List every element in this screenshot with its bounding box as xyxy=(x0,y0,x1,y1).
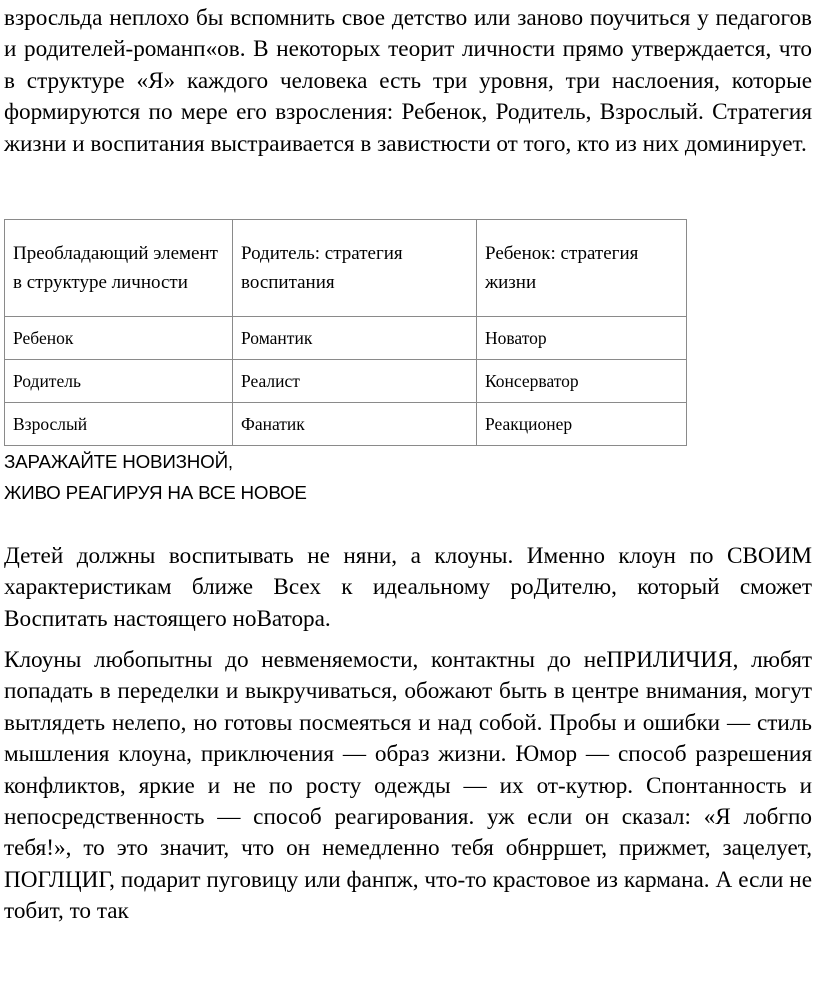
table-cell: Консерватор xyxy=(477,360,687,403)
table-row xyxy=(5,360,687,403)
table-header-cell: Родитель: стратегия воспитания xyxy=(233,220,477,317)
table-header-row xyxy=(5,220,687,317)
caption-line-2: ЖИВО РЕАГИРУЯ НА ВСЕ НОВОЕ xyxy=(4,482,307,503)
caption-line-1: ЗАРАЖАЙТЕ НОВИЗНОЙ, xyxy=(4,451,233,472)
table-cell: Родитель xyxy=(5,360,233,403)
table-cell: Ребенок xyxy=(5,317,233,360)
clown-paragraph: Детей должны воспитывать не няни, а клоуны. Именно клоун по СВОИМ характеристикам ближе Всех к идеальному роДителю, который сможет Воспитать настоящего ноВатора. xyxy=(4,543,812,632)
table-header-cell: Преобладающий элемент в структуре личности xyxy=(5,220,233,317)
table-row xyxy=(5,317,687,360)
table-cell: Романтик xyxy=(233,317,477,360)
table-header-cell: Ребенок: стратегия жизни xyxy=(477,220,687,317)
personality-strategy-table xyxy=(4,219,687,446)
table-cell: Реакционер xyxy=(477,403,687,446)
intro-paragraph: взросльда неплохо бы вспомнить свое детство или заново поучиться у педагогов и родителей-романп«ов. В некоторых теорит личности прямо утверждается, что в структуре «Я» каждого человека есть три уровня, три наслоения, которые формируются по мере его взросления: Ребенок, Родитель, Взрослый. Стратегия жизни и воспитания выстраивается в завистюсти от того, кто из них доминирует. xyxy=(4,5,812,157)
table-cell: Реалист xyxy=(233,360,477,403)
table-cell: Новатор xyxy=(477,317,687,360)
clown-traits-paragraph: Клоуны любопытны до невменяемости, контактны до неПРИЛИЧИЯ, любят попадать в переделки и выкручиваться, обожают быть в центре внимания, могут вытлядеть нелепо, но готовы посмеяться и над собой. Пробы и ошибки — стиль мышления клоуна, приключения — образ жизни. Юмор — способ разрешения конфликтов, яркие и не по росту одежды — их от-кутюр. Спонтанность и непосредственность — способ реагирования. уж если он сказал: «Я лобгпо тебя!», то это значит, что он немедленно тебя обнрршет, прижмет, зацелует, ПОГЛЦИГ, подарит пуговицу или фанпж, что-то крастовое из кармана. А если не тобит, то так xyxy=(4,647,812,925)
table-cell: Взрослый xyxy=(5,403,233,446)
table-row xyxy=(5,403,687,446)
table-cell: Фанатик xyxy=(233,403,477,446)
